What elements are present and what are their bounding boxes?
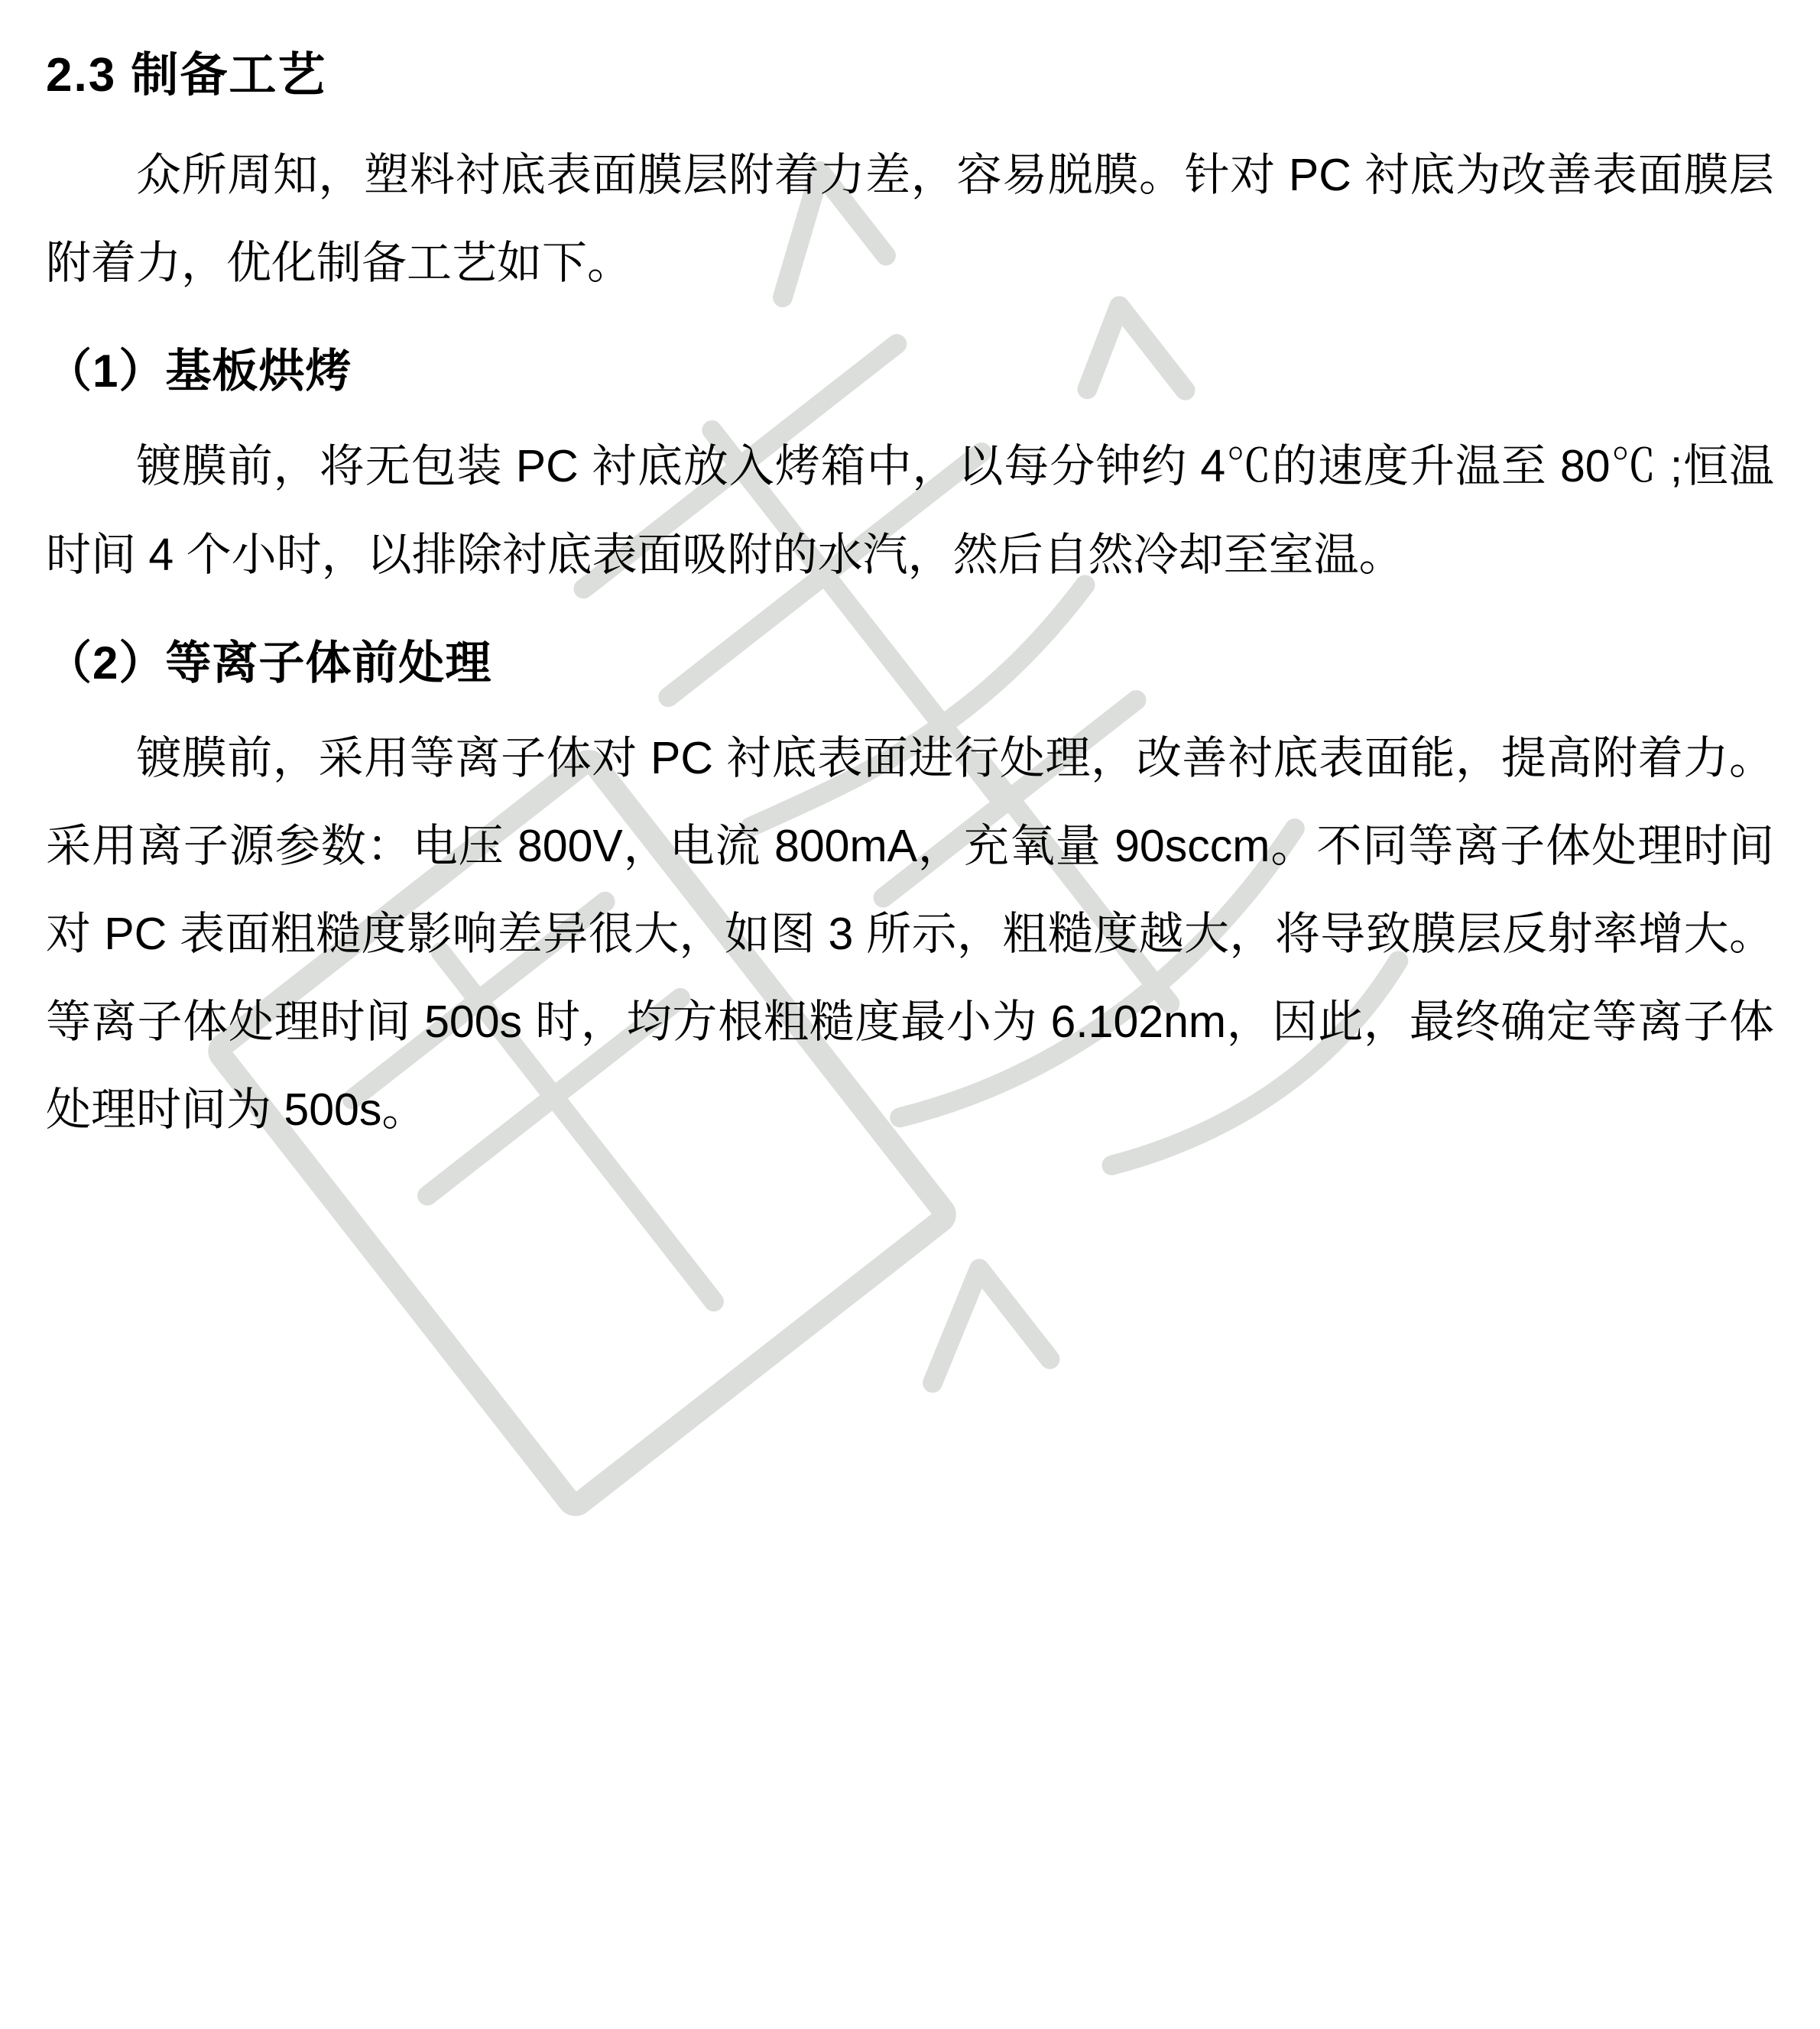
subsection-1-body: 镀膜前，将无包装 PC 衬底放入烤箱中，以每分钟约 4℃的速度升温至 80℃ ;恒温时间 4 个小时，以排除衬底表面吸附的水汽，然后自然冷却至室温。 <box>46 441 1774 580</box>
intro-paragraph: 众所周知，塑料衬底表面膜层附着力差，容易脱膜。针对 PC 衬底为改善表面膜层附着力，优化制备工艺如下。 <box>46 150 1774 289</box>
subsection-1-heading: （1）基板烘烤 <box>46 345 352 397</box>
subsection-2-heading: （2）等离子体前处理 <box>46 637 492 689</box>
page-title: 2.3 制备工艺 <box>46 49 327 102</box>
subsection-2-body: 镀膜前，采用等离子体对 PC 衬底表面进行处理，改善衬底表面能，提高附着力。采用离子源参数：电压 800V，电流 800mA，充氧量 90sccm。不同等离子体处理时间对 PC 表面粗糙度影响差异很大，如图 3 所示，粗糙度越大，将导致膜层反射率增大。等离子体处理时间 500s 时，均方根粗糙度最小为 6.102nm，因此，最终确定等离子体处理时间为 500s。 <box>46 732 1774 1135</box>
document-content <box>46 47 1774 1154</box>
